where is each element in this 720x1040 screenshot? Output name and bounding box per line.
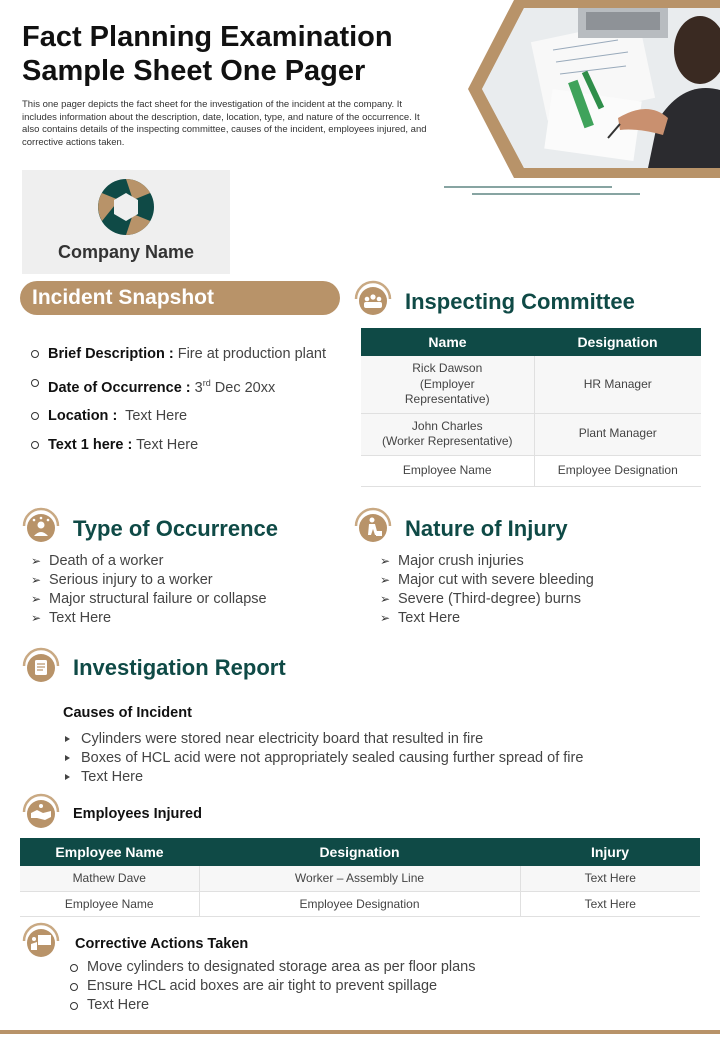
table-cell: Mathew Dave (20, 866, 199, 891)
table-cell: Rick Dawson (Employer Representative) (361, 356, 534, 413)
table-row (20, 866, 700, 891)
table-cell: HR Manager (534, 356, 701, 413)
list-item: ➢ Death of a worker (31, 553, 164, 569)
bottom-rule (0, 1030, 720, 1034)
inspecting-committee-table (361, 328, 701, 487)
team-icon (352, 278, 394, 320)
table-cell: Employee Designation (199, 891, 520, 916)
table-cell: Employee Name (361, 455, 534, 486)
list-item: Cylinders were stored near electricity board that resulted in fire (63, 730, 583, 749)
type-of-occurrence-list (31, 552, 267, 628)
table-row (20, 891, 700, 916)
causes-of-incident-heading: Causes of Incident (63, 705, 192, 721)
list-item: Boxes of HCL acid were not appropriately sealed causing further spread of fire (63, 749, 583, 768)
header-photo (468, 0, 720, 178)
table-header-row (361, 328, 701, 356)
list-item: ➢ Text Here (31, 610, 112, 626)
corrective-actions-list (69, 958, 476, 1015)
intro-paragraph: This one pager depicts the fact sheet for the investigation of the incident at the company. It includes information about the description, date, location, type, and nature of the occurrence. It also contains details of the inspecting committee, causes of the incident, employees injured, and corrective actions taken. (22, 99, 427, 148)
list-item: Move cylinders to designated storage area as per floor plans (69, 958, 476, 977)
type-of-occurrence-title: Type of Occurrence (73, 516, 278, 541)
list-item: ➢ Major structural failure or collapse (31, 591, 267, 607)
list-item: Brief Description : Fire at production plant (30, 340, 360, 369)
page-title: Fact Planning Examination Sample Sheet One Pager (22, 21, 393, 87)
table-cell: Text Here (520, 891, 700, 916)
list-item: ➢ Serious injury to a worker (31, 572, 213, 588)
list-item: Date of Occurrence : 3rd Dec 20xx (30, 369, 360, 402)
list-item: ➢ Severe (Third-degree) burns (380, 591, 581, 607)
column-header: Injury (520, 838, 700, 866)
table-cell: Employee Designation (534, 455, 701, 486)
column-header: Designation (199, 838, 520, 866)
list-item: Location : Text Here (30, 402, 360, 431)
report-scroll-icon (20, 645, 62, 687)
table-row (361, 356, 701, 413)
company-name: Company Name (57, 242, 195, 262)
table-cell: Plant Manager (534, 413, 701, 455)
table-cell: Text Here (520, 866, 700, 891)
list-item: ➢ Major crush injuries (380, 553, 524, 569)
incident-snapshot-banner (20, 281, 340, 315)
handshake-icon (20, 791, 62, 833)
corrective-actions-title: Corrective Actions Taken (75, 936, 249, 952)
decorative-lines (444, 184, 644, 196)
list-item: ➢ Text Here (380, 610, 461, 626)
list-item: ➢ Major cut with severe bleeding (380, 572, 594, 588)
table-row (361, 413, 701, 455)
nature-of-injury-list (380, 552, 594, 628)
injured-worker-icon (352, 505, 394, 547)
table-cell: John Charles (Worker Representative) (361, 413, 534, 455)
employees-injured-table (20, 838, 700, 917)
employees-injured-title: Employees Injured (73, 806, 202, 822)
incident-snapshot-title: Incident Snapshot (32, 286, 215, 309)
causes-of-incident-list (63, 730, 583, 787)
aperture-logo-icon (97, 178, 155, 236)
list-item: Text 1 here : Text Here (30, 431, 360, 460)
list-item: Text Here (63, 768, 583, 787)
nature-of-injury-title: Nature of Injury (405, 516, 568, 541)
table-cell: Employee Name (20, 891, 199, 916)
list-item: Text Here (69, 996, 476, 1015)
company-box (22, 170, 230, 274)
investigation-report-title: Investigation Report (73, 655, 286, 680)
alert-person-icon (20, 505, 62, 547)
inspecting-committee-title: Inspecting Committee (405, 289, 635, 314)
presentation-icon (20, 920, 62, 962)
column-header: Name (361, 328, 534, 356)
table-row (361, 455, 701, 486)
column-header: Employee Name (20, 838, 199, 866)
table-cell: Worker – Assembly Line (199, 866, 520, 891)
list-item: Ensure HCL acid boxes are air tight to prevent spillage (69, 977, 476, 996)
incident-snapshot-list (30, 340, 360, 459)
column-header: Designation (534, 328, 701, 356)
table-header-row (20, 838, 700, 866)
